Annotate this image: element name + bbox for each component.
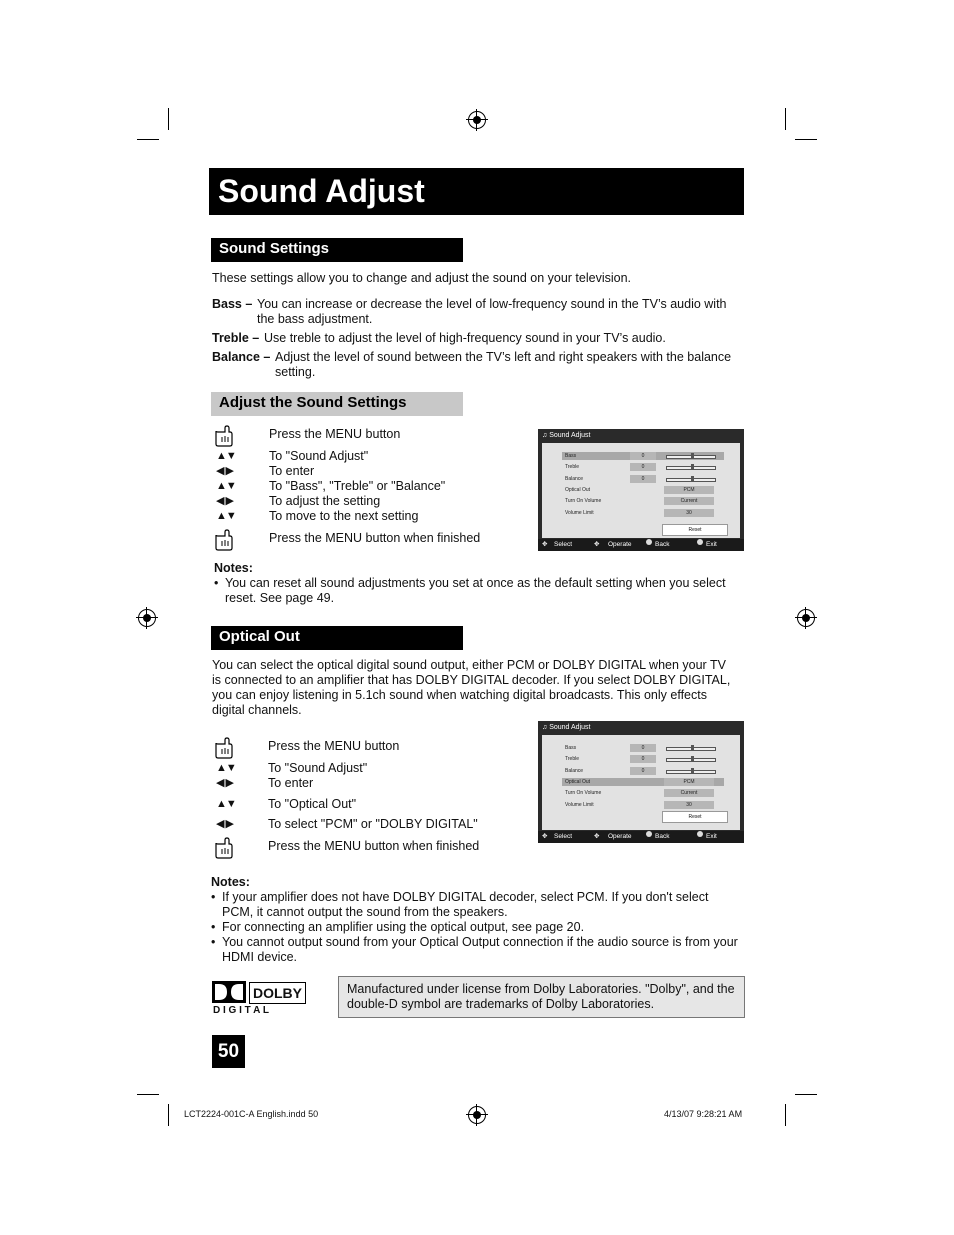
left-right-arrow-icon: ◀ ▶ — [216, 777, 233, 789]
crop-mark — [795, 1094, 817, 1095]
optical-intro: You can select the optical digital sound output, either PCM or DOLBY DIGITAL when your TV — [212, 658, 726, 672]
adjust-step: Press the MENU button — [269, 427, 401, 441]
music-note-icon: ♫ — [542, 724, 548, 731]
osd-row-optical-out: Optical Out PCM — [562, 778, 724, 786]
optical-step: To select "PCM" or "DOLBY DIGITAL" — [268, 817, 478, 831]
osd-row-treble: Treble 0 — [562, 463, 724, 471]
up-down-arrow-icon: ▲▼ — [216, 762, 236, 774]
sound-settings-intro: These settings allow you to change and adjust the sound on your television. — [212, 271, 632, 285]
balance-desc: setting. — [275, 365, 316, 379]
license-text: Manufactured under license from Dolby Laboratories. "Dolby", and the double-D symbol are trademarks of Dolby Laboratories. — [347, 982, 735, 1011]
crop-mark — [785, 1104, 786, 1126]
optical-step: Press the MENU button when finished — [268, 839, 480, 853]
treble-desc: Use treble to adjust the level of high-frequency sound in your TV’s audio. — [264, 331, 666, 345]
back-button-icon — [646, 539, 652, 545]
notes-title: Notes: — [214, 561, 253, 575]
osd-row-balance: Balance 0 — [562, 475, 724, 483]
osd-title: Sound Adjust — [549, 724, 591, 731]
crop-mark — [795, 139, 817, 140]
osd-footer: ✥ Select ✥ Operate Back Exit — [538, 831, 744, 843]
page-number: 50 — [212, 1035, 245, 1068]
osd-row-turn-on-volume: Turn On Volume Current — [562, 789, 724, 797]
osd-row-treble: Treble 0 — [562, 755, 724, 763]
remote-hand-icon — [213, 425, 235, 447]
crop-mark — [137, 139, 159, 140]
slider — [666, 466, 716, 470]
select-icon: ✥ — [542, 833, 548, 840]
osd-row-volume-limit: Volume Limit 30 — [562, 801, 724, 809]
slider — [666, 747, 716, 751]
treble-term: Treble – — [212, 331, 260, 345]
section-heading-optical-out: Optical Out — [211, 626, 463, 650]
up-down-arrow-icon: ▲▼ — [216, 798, 236, 810]
dolby-digital-text: D I G I T A L — [213, 1005, 269, 1016]
registration-mark-icon — [138, 609, 156, 627]
crop-mark — [168, 108, 169, 130]
crop-mark — [168, 1104, 169, 1126]
crop-mark — [785, 108, 786, 130]
dolby-digital-logo — [212, 981, 306, 1017]
section-heading-sound-settings: Sound Settings — [211, 238, 463, 262]
osd-reset-button: Reset — [662, 524, 728, 536]
balance-desc: Adjust the level of sound between the TV’s left and right speakers with the balance — [275, 350, 732, 364]
left-right-arrow-icon: ◀ ▶ — [216, 495, 233, 507]
osd-sound-adjust-screen — [538, 429, 744, 551]
osd-row-balance: Balance 0 — [562, 767, 724, 775]
notes-title: Notes: — [211, 875, 250, 889]
osd-title: Sound Adjust — [549, 432, 591, 439]
operate-icon: ✥ — [594, 833, 600, 840]
bass-desc: the bass adjustment. — [257, 312, 373, 326]
music-note-icon: ♫ — [542, 432, 548, 439]
optical-step: To "Sound Adjust" — [268, 761, 368, 775]
adjust-step: To "Sound Adjust" — [269, 449, 369, 463]
double-d-icon — [212, 981, 246, 1003]
registration-mark-icon — [468, 111, 486, 129]
operate-icon: ✥ — [594, 541, 600, 548]
footer-timestamp: 4/13/07 9:28:21 AM — [664, 1109, 743, 1119]
osd-row-volume-limit: Volume Limit 30 — [562, 509, 724, 517]
slider — [666, 478, 716, 482]
left-right-arrow-icon: ◀ ▶ — [216, 818, 233, 830]
adjust-step: Press the MENU button when finished — [269, 531, 481, 545]
slider — [666, 455, 716, 459]
up-down-arrow-icon: ▲▼ — [216, 510, 236, 522]
exit-button-icon — [697, 831, 703, 837]
page-title-bar — [209, 168, 744, 215]
optical-step: To "Optical Out" — [268, 797, 357, 811]
osd-reset-button: Reset — [662, 811, 728, 823]
dolby-brand: DOLBY — [249, 982, 306, 1004]
balance-term: Balance – — [212, 350, 271, 364]
optical-intro: you can enjoy listening in 5.1ch sound when watching digital broadcasts. This only effects — [212, 688, 707, 702]
osd-row-turn-on-volume: Turn On Volume Current — [562, 497, 724, 505]
remote-hand-icon — [213, 529, 235, 551]
osd-row-bass: Bass 0 — [562, 744, 724, 752]
left-right-arrow-icon: ◀ ▶ — [216, 465, 233, 477]
crop-mark — [137, 1094, 159, 1095]
remote-hand-icon — [213, 737, 235, 759]
dolby-license-box — [338, 976, 745, 1018]
slider — [666, 758, 716, 762]
optical-step: Press the MENU button — [268, 739, 400, 753]
registration-mark-icon — [468, 1106, 486, 1124]
registration-mark-icon — [797, 609, 815, 627]
bass-desc: You can increase or decrease the level of low-frequency sound in the TV’s audio with — [257, 297, 727, 311]
remote-hand-icon — [213, 837, 235, 859]
up-down-arrow-icon: ▲▼ — [216, 450, 236, 462]
osd-footer: ✥ Select ✥ Operate Back Exit — [538, 539, 744, 551]
adjust-step: To "Bass", "Treble" or "Balance" — [269, 479, 446, 493]
optical-step: To enter — [268, 776, 314, 790]
select-icon: ✥ — [542, 541, 548, 548]
page-title: Sound Adjust — [218, 173, 425, 209]
osd-sound-adjust-screen — [538, 721, 744, 843]
exit-button-icon — [697, 539, 703, 545]
slider — [666, 770, 716, 774]
osd-row-optical-out: Optical Out PCM — [562, 486, 724, 494]
osd-row-bass: Bass 0 — [562, 452, 724, 460]
optical-intro: digital channels. — [212, 703, 302, 717]
adjust-step: To adjust the setting — [269, 494, 381, 508]
back-button-icon — [646, 831, 652, 837]
footer-file-name: LCT2224-001C-A English.indd 50 — [184, 1109, 319, 1119]
section-heading-adjust: Adjust the Sound Settings — [211, 392, 463, 416]
up-down-arrow-icon: ▲▼ — [216, 480, 236, 492]
bass-term: Bass – — [212, 297, 253, 311]
adjust-step: To enter — [269, 464, 315, 478]
adjust-step: To move to the next setting — [269, 509, 419, 523]
optical-intro: is connected to an amplifier that has DOLBY DIGITAL decoder. If you select DOLBY DIGITAL, — [212, 673, 731, 687]
